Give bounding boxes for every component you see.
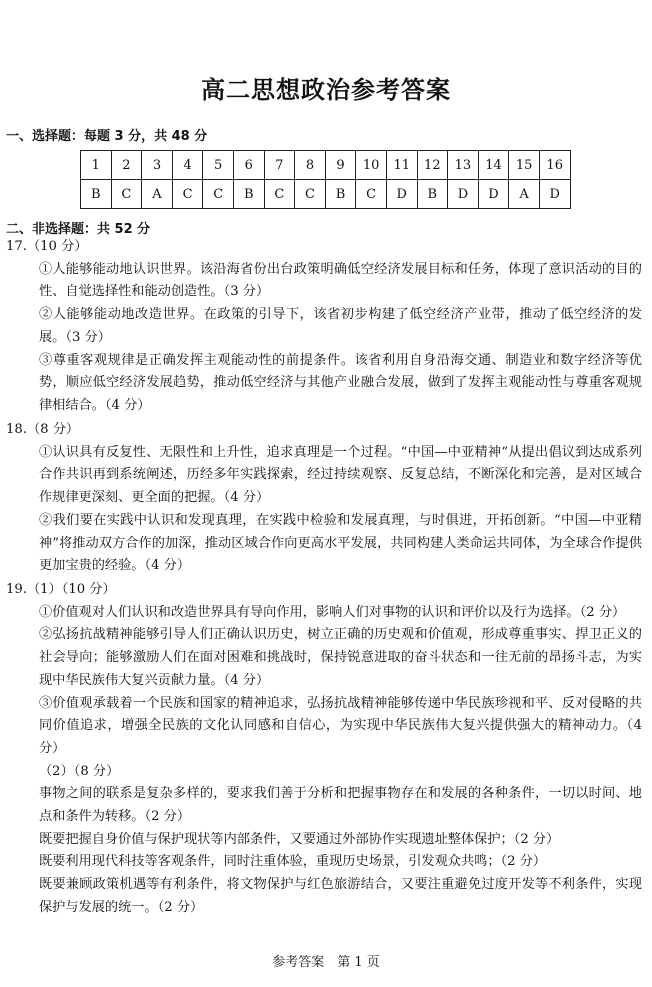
question-18-point-2: ②我们要在实践中认识和发现真理，在实践中检验和发展真理，与时俱进，开拓创新。“中国—中亚精神”将推动双方合作的加深，推动区域合作向更高水平发展，共同构建人类命运共同体，为全球合作提供更加宝贵的经验。（4 分） bbox=[39, 512, 642, 574]
question-19-part2-sentence-4: 既要兼顾政策机遇等有利条件，将文物保护与红色旅游结合，又要注重避免过度开发等不利条件，实现保护与发展的统一。（2 分） bbox=[39, 877, 642, 915]
question-17-point-2: ②人能够能动地改造世界。在政策的引导下，该省初步构建了低空经济产业带，推动了低空经济的发展。（3 分） bbox=[39, 307, 642, 345]
answer-letter: D bbox=[448, 180, 479, 209]
answer-letter: B bbox=[233, 180, 264, 209]
answer-table-number-row bbox=[81, 151, 571, 180]
question-17 bbox=[6, 236, 642, 418]
answer-letter: C bbox=[203, 180, 234, 209]
section2-heading: 二、非选择题：共 52 分 bbox=[6, 222, 151, 237]
question-number: 7 bbox=[264, 151, 295, 180]
question-18-heading: 18.（8 分） bbox=[6, 422, 80, 437]
answer-table-answer-row bbox=[81, 180, 571, 209]
page-footer: 参考答案 第 1 页 bbox=[272, 955, 380, 970]
question-19-part2-sentence-2: 既要把握自身价值与保护现状等内部条件，又要通过外部协作实现遗址整体保护；（2 分） bbox=[39, 831, 560, 847]
question-19-point-2: ②弘扬抗战精神能够引导人们正确认识历史，树立正确的历史观和价值观，形成尊重事实、捍卫正义的社会导向；能够激励人们在面对困难和挑战时，保持锐意进取的奋斗状态和一往无前的昂扬斗志，为实现中华民族伟大复兴贡献力量。（4 分） bbox=[39, 627, 642, 688]
answer-letter: D bbox=[386, 180, 417, 209]
answer-letter: D bbox=[539, 180, 570, 209]
question-number: 12 bbox=[417, 151, 448, 180]
answer-letter: C bbox=[295, 180, 326, 209]
question-number: 1 bbox=[81, 151, 112, 180]
question-number: 16 bbox=[539, 151, 570, 180]
answer-letter: B bbox=[417, 180, 448, 209]
question-19-point-3: ③价值观承载着一个民族和国家的精神追求，弘扬抗战精神能够传递中华民族珍视和平、反对侵略的共同价值追求，增强全民族的文化认同感和自信心，为实现中华民族伟大复兴提供强大的精神动力。（4 分） bbox=[39, 695, 642, 756]
answer-letter: B bbox=[325, 180, 356, 209]
answer-letter: C bbox=[264, 180, 295, 209]
question-19 bbox=[6, 579, 642, 920]
question-number: 15 bbox=[509, 151, 540, 180]
question-number: 4 bbox=[172, 151, 203, 180]
question-number: 9 bbox=[325, 151, 356, 180]
question-19-point-1: ①价值观对人们认识和改造世界具有导向作用，影响人们对事物的认识和评价以及行为选择。（2 分） bbox=[39, 604, 626, 620]
page-title: 高二思想政治参考答案 bbox=[201, 76, 451, 104]
question-19-part2-sentence-3: 既要利用现代科技等客观条件，同时注重体验，重现历史场景，引发观众共鸣；（2 分） bbox=[39, 854, 547, 870]
question-17-point-1: ①人能够能动地认识世界。该沿海省份出台政策明确低空经济发展目标和任务，体现了意识活动的目的性、自觉选择性和能动创造性。（3 分） bbox=[39, 261, 642, 300]
question-number: 8 bbox=[295, 151, 326, 180]
question-number: 10 bbox=[356, 151, 387, 180]
question-number: 2 bbox=[111, 151, 142, 180]
question-18 bbox=[6, 419, 642, 578]
question-17-heading: 17.（10 分） bbox=[6, 239, 88, 254]
question-number: 11 bbox=[386, 151, 417, 180]
question-19-part1-heading: 19.（1）（10 分） bbox=[6, 582, 116, 597]
answer-letter: D bbox=[478, 180, 509, 209]
answer-letter: A bbox=[142, 180, 173, 209]
question-number: 14 bbox=[478, 151, 509, 180]
question-19-part2-heading: （2）（8 分） bbox=[39, 763, 120, 779]
question-number: 5 bbox=[203, 151, 234, 180]
question-17-point-3: ③尊重客观规律是正确发挥主观能动性的前提条件。该省利用自身沿海交通、制造业和数字经济等优势，顺应低空经济发展趋势，推动低空经济与其他产业融合发展，做到了发挥主观能动性与尊重客观规律相结合。（4 分） bbox=[39, 352, 642, 413]
question-19-part2-sentence-1: 事物之间的联系是复杂多样的，要求我们善于分析和把握事物存在和发展的各种条件，一切以时间、地点和条件为转移。（2 分） bbox=[39, 786, 642, 825]
answer-letter: C bbox=[172, 180, 203, 209]
section1-heading: 一、选择题：每题 3 分，共 48 分 bbox=[6, 129, 208, 144]
question-number: 3 bbox=[142, 151, 173, 180]
answer-letter: C bbox=[356, 180, 387, 209]
answer-letter: A bbox=[509, 180, 540, 209]
answer-letter: C bbox=[111, 180, 142, 209]
question-number: 13 bbox=[448, 151, 479, 180]
question-18-point-1: ①认识具有反复性、无限性和上升性，追求真理是一个过程。“中国—中亚精神”从提出倡议到达成系列合作共识再到系统阐述，历经多年实践探索，经过持续观察、反复总结，不断深化和完善，是对区域合作规律更深刻、更全面的把握。（4 分） bbox=[39, 444, 642, 506]
answer-letter: B bbox=[81, 180, 112, 209]
answer-table bbox=[80, 150, 571, 209]
question-number: 6 bbox=[233, 151, 264, 180]
